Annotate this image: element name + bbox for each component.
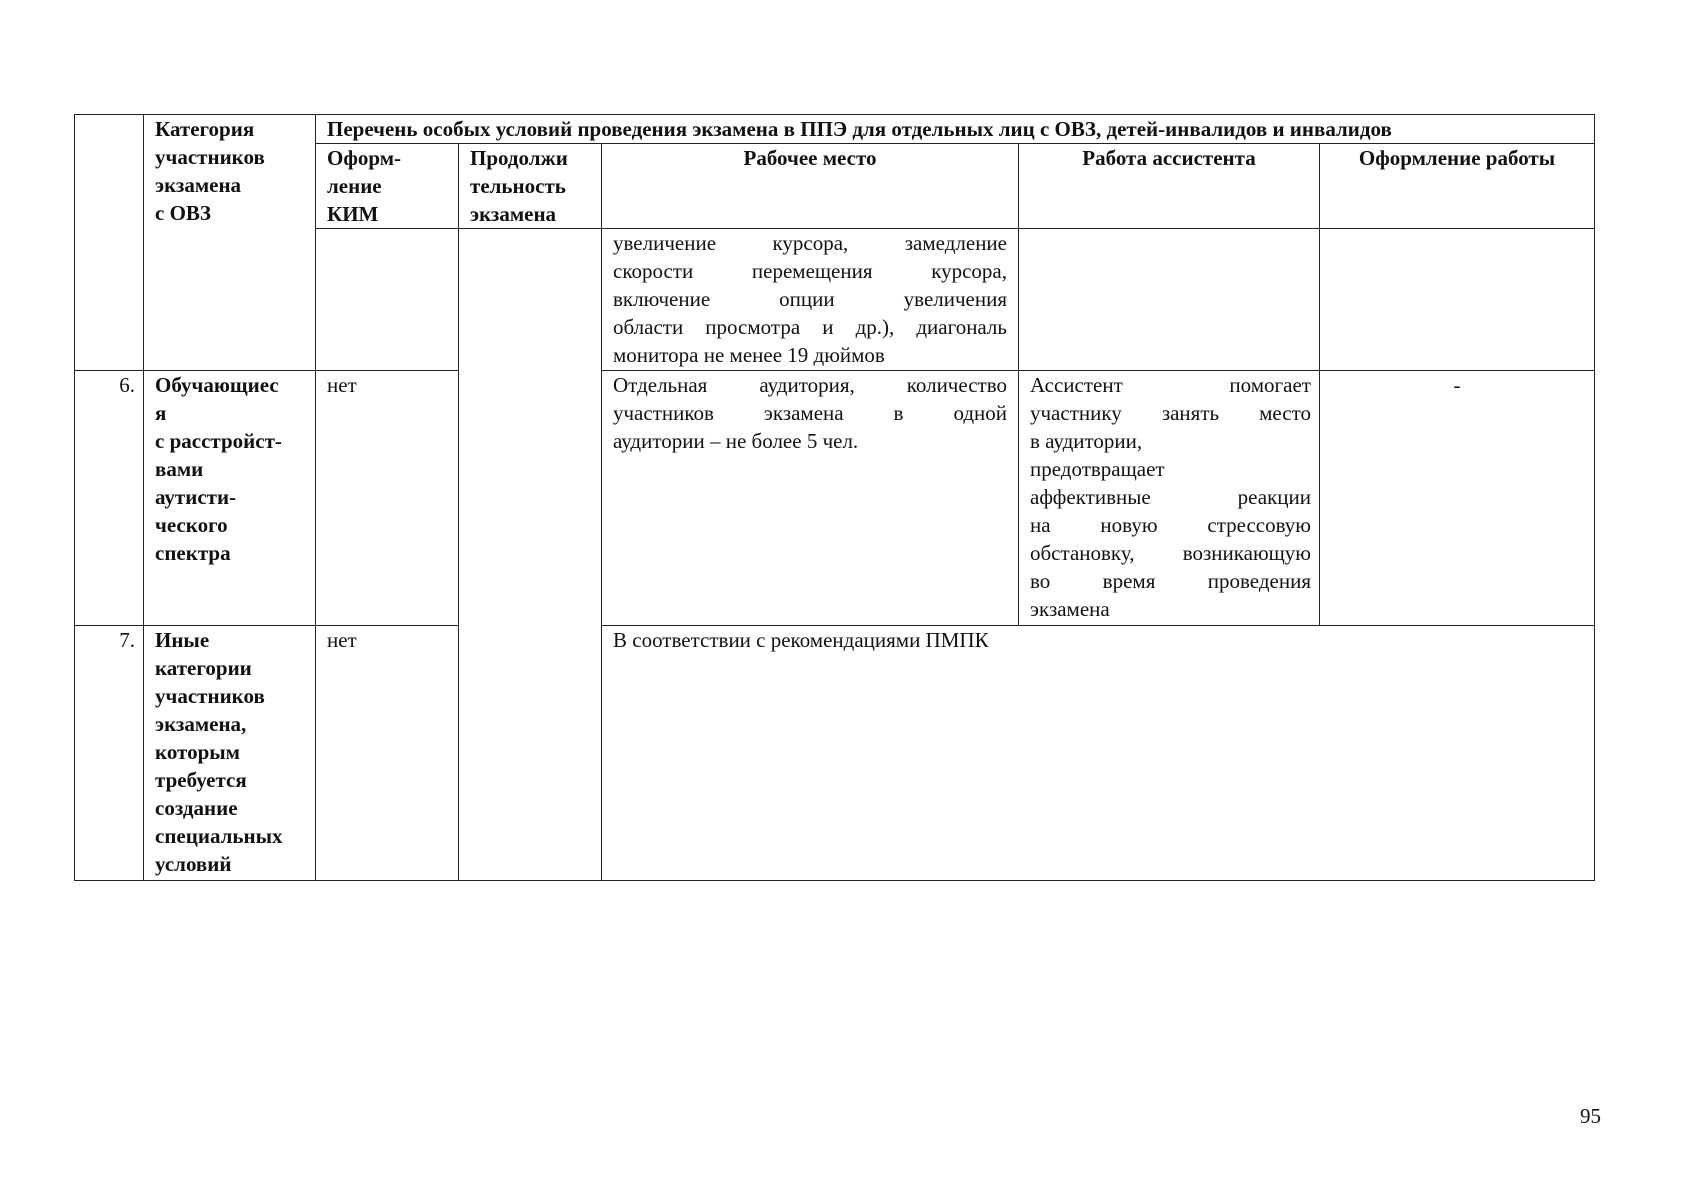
continuation-work-format-cell: [1320, 229, 1595, 371]
duration-merged-cell: [459, 229, 602, 881]
continuation-category-cell: [144, 229, 316, 371]
table-row-6: [75, 371, 1595, 626]
continuation-workplace-cell: увеличение курсора, замедление скорости перемещения курсора, включение опции увеличения области просмотра и др.), диагональ монитора не менее 19 дюймов: [602, 229, 1019, 371]
work-format-header-cell: Оформление работы: [1320, 144, 1595, 229]
continuation-row: [75, 229, 1595, 371]
continuation-assistant-cell: [1019, 229, 1320, 371]
header-row-1: [75, 115, 1595, 144]
assistant-cell: Ассистент помогает участнику занять место в аудитории, предотвращает аффективные реакции на новую стрессовую обстановку, возникающую во время проведения экзамена: [1019, 371, 1320, 626]
kim-cell: нет: [316, 371, 459, 626]
table-row-7: [75, 626, 1595, 881]
category-cell: Обучающиес я с расстройст- вами аутисти- ческого спектра: [144, 371, 316, 626]
num-header-cell: [75, 115, 144, 229]
row-number: 6.: [75, 371, 144, 626]
conditions-title-cell: Перечень особых условий проведения экзамена в ППЭ для отдельных лиц с ОВЗ, детей-инвалидов и инвалидов: [316, 115, 1595, 144]
kim-cell: нет: [316, 626, 459, 881]
page-number: 95: [1580, 1104, 1601, 1128]
category-cell: Иные категории участников экзамена, которым требуется создание специальных условий: [144, 626, 316, 881]
kim-header-cell: Оформ- ление КИМ: [316, 144, 459, 229]
workplace-cell: Отдельная аудитория, количество участников экзамена в одной аудитории – не более 5 чел.: [602, 371, 1019, 626]
continuation-num-cell: [75, 229, 144, 371]
category-header-cell: Категория участников экзамена с ОВЗ: [144, 115, 316, 229]
special-conditions-table: [74, 114, 1595, 881]
work-format-cell: -: [1320, 371, 1595, 626]
row-number: 7.: [75, 626, 144, 881]
continuation-kim-cell: [316, 229, 459, 371]
workplace-header-cell: Рабочее место: [602, 144, 1019, 229]
merged-conditions-cell: В соответствии с рекомендациями ПМПК: [602, 626, 1595, 881]
duration-header-cell: Продолжи тельность экзамена: [459, 144, 602, 229]
assistant-header-cell: Работа ассистента: [1019, 144, 1320, 229]
